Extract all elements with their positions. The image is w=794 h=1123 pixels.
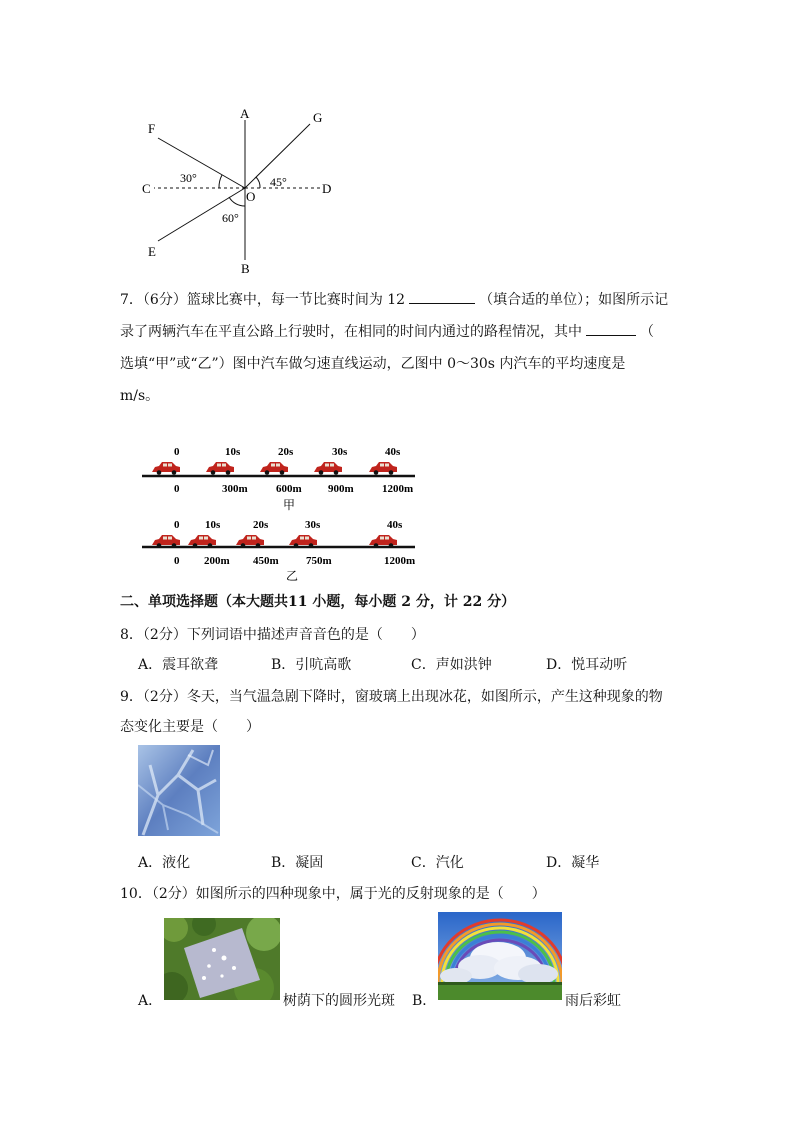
q10-option-a-letter[interactable]: A． [138,993,163,1009]
label-d: D [322,181,332,196]
q7-blank-1[interactable] [409,289,475,304]
yi-time-30s: 30s [305,519,321,531]
section-2-title: 二、单项选择题（本大题共11 小题，每小题 2 分，计 22 分） [120,594,516,610]
jia-time-40s: 40s [385,446,401,458]
q7-line-4: m/s。 [120,388,160,404]
jia-dist-0: 0 [174,483,180,495]
angle-diagram [130,98,350,278]
q10-stem: 10．（2分）如图所示的四种现象中，属于光的反射现象的是（ ） [120,886,546,902]
jia-time-20s: 20s [278,446,294,458]
q10-option-a-caption: 树荫下的圆形光斑 [283,993,395,1009]
q7-line-3: 选填“甲”或“乙”）图中汽车做匀速直线运动，乙图中 0～30s 内汽车的平均速度是 [120,356,626,372]
yi-time-40s: 40s [387,519,403,531]
q7-blank-2[interactable] [586,321,636,336]
jia-car-2 [206,462,234,475]
q8-option-b[interactable]: B．引吭高歌 [271,657,352,673]
q9-option-d[interactable]: D．凝华 [546,855,600,871]
arc-60 [229,197,245,206]
yi-time-20s: 20s [253,519,269,531]
yi-dist-750m: 750m [306,555,332,567]
q9-option-c[interactable]: C．汽化 [411,855,464,871]
q9-option-b[interactable]: B．凝固 [271,855,324,871]
jia-dist-600m: 600m [276,483,302,495]
frost-on-window-photo [138,745,220,836]
label-a: A [240,106,250,121]
label-f: F [148,121,156,136]
jia-time-10s: 10s [225,446,241,458]
jia-dist-900m: 900m [328,483,354,495]
yi-dist-0: 0 [174,555,180,567]
q7-line-2: 录了两辆汽车在平直公路上行驶时，在相同的时间内通过的路程情况，其中 （ [120,316,680,348]
q9-option-a[interactable]: A．液化 [138,855,191,871]
rainbow-after-rain-photo [438,912,562,1000]
yi-time-0: 0 [174,519,180,531]
q10-option-b-letter[interactable]: B． [412,993,437,1009]
arc-45 [256,177,260,188]
label-g: G [313,110,323,125]
label-e: E [148,244,156,259]
line-of [158,138,245,188]
tree-shade-light-spots-photo [164,918,280,1000]
q10-option-b-caption: 雨后彩虹 [565,993,621,1009]
yi-label: 乙 [286,569,299,583]
question-7 [120,284,680,412]
yi-time-10s: 10s [205,519,221,531]
yi-dist-450m: 450m [253,555,279,567]
jia-car-3 [260,462,288,475]
jia-car-1 [152,462,180,475]
angle-45-label: 45° [270,175,287,189]
arc-30 [219,175,222,188]
angle-60-label: 60° [222,211,239,225]
q8-option-d[interactable]: D．悦耳动听 [546,657,628,673]
yi-dist-200m: 200m [204,555,230,567]
jia-time-0: 0 [174,446,180,458]
q8-option-c[interactable]: C．声如洪钟 [411,657,492,673]
label-c: C [142,181,151,196]
jia-car-4 [314,462,342,475]
q7-line-1: 7．（6分）篮球比赛中，每一节比赛时间为 12 （填合适的单位）；如图所示记 [120,284,680,316]
jia-dist-300m: 300m [222,483,248,495]
car-motion-diagram [140,438,430,584]
q8-option-a[interactable]: A．震耳欲聋 [138,657,219,673]
q9-stem-line-1: 9．（2分）冬天，当气温急剧下降时，窗玻璃上出现冰花，如图所示，产生这种现象的物 [120,689,663,705]
jia-time-30s: 30s [332,446,348,458]
angle-30-label: 30° [180,171,197,185]
label-o: O [246,189,256,204]
yi-dist-1200m: 1200m [384,555,416,567]
q9-stem-line-2: 态变化主要是（ ） [120,719,260,735]
q8-stem: 8．（2分）下列词语中描述声音音色的是（ ） [120,627,425,643]
jia-dist-1200m: 1200m [382,483,414,495]
label-b: B [241,261,250,276]
jia-label: 甲 [283,498,296,512]
jia-car-5 [369,462,397,475]
